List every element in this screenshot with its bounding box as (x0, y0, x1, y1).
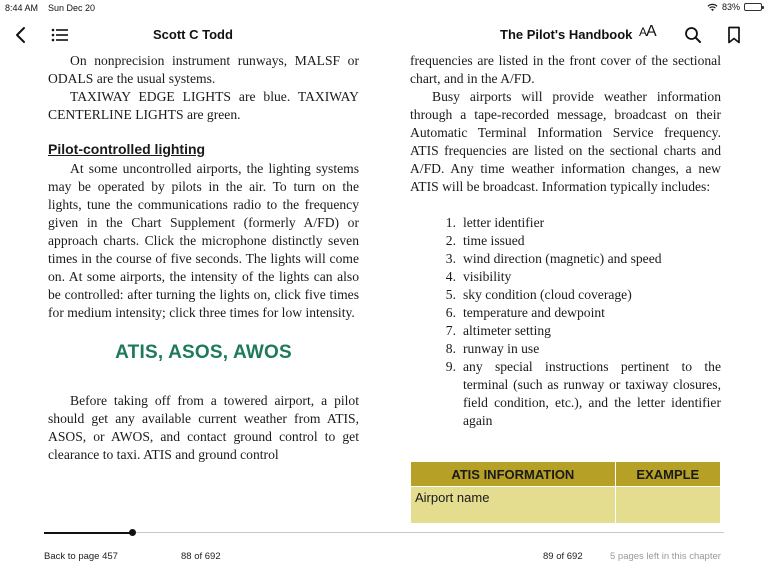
atis-information-table (410, 461, 721, 524)
list-item (410, 214, 721, 232)
list-item (410, 232, 721, 250)
list-item (410, 322, 721, 340)
list-number: 2. (445, 233, 456, 248)
paragraph: TAXIWAY EDGE LIGHTS are blue. TAXIWAY CENTERLINE LIGHTS are green. (48, 89, 359, 122)
section-heading: ATIS, ASOS, AWOS (115, 342, 292, 363)
list-item (410, 286, 721, 304)
status-date: Sun Dec 20 (48, 3, 96, 13)
left-page-text (48, 52, 359, 464)
status-right (707, 2, 762, 12)
list-text: altimeter setting (463, 323, 551, 338)
list-text: time issued (463, 233, 525, 248)
status-bar (0, 0, 768, 16)
paragraph: On nonprecision instrument runways, MALSF or ODALS are the usual systems. (48, 53, 359, 86)
list-text: visibility (463, 269, 512, 284)
search-icon[interactable] (680, 22, 706, 48)
right-page-number: 89 of 692 (543, 551, 583, 562)
list-number: 5. (445, 287, 456, 302)
list-text: sky condition (cloud coverage) (463, 287, 632, 302)
list-number: 7. (445, 323, 456, 338)
page-scrubber[interactable] (44, 532, 724, 533)
list-text: wind direction (magnetic) and speed (463, 251, 662, 266)
table-row (411, 487, 721, 524)
list-number: 3. (445, 251, 456, 266)
font-size-button[interactable] (639, 23, 656, 41)
paragraph: Busy airports will provide weather information through a tape-recorded message, broadcast on their Automatic Terminal Information Service frequency. ATIS frequencies are listed on the sectional charts and A/FD. Any time weather information changes, a new ATIS will be broadcast. Information typically includes: (410, 89, 721, 194)
scrubber-handle[interactable] (129, 529, 136, 536)
chapter-pages-remaining: 5 pages left in this chapter (610, 551, 721, 562)
left-page-number: 88 of 692 (181, 551, 221, 562)
list-item (410, 268, 721, 286)
list-text: letter identifier (463, 215, 545, 230)
right-page-text (410, 52, 721, 430)
list-number: 8. (445, 341, 456, 356)
battery-icon (744, 3, 762, 11)
list-text: any special instructions pertinent to the terminal (such as runway or taxiway closures, field condition, etc.), and the letter identifier again (463, 359, 721, 428)
back-to-page-link[interactable]: Back to page 457 (44, 551, 118, 562)
back-chevron-icon[interactable] (8, 22, 34, 48)
list-number: 9. (445, 359, 456, 374)
font-big-glyph: A (646, 23, 656, 40)
reader-toolbar (0, 18, 768, 52)
author-name: Scott C Todd (153, 27, 233, 42)
bookmark-icon[interactable] (721, 22, 747, 48)
paragraph: frequencies are listed in the front cover of the sectional chart, and in the A/FD. (410, 53, 721, 86)
font-small-glyph: A (639, 25, 647, 39)
list-number: 1. (445, 215, 456, 230)
reading-progress-fill (44, 532, 132, 534)
table-cell (615, 487, 720, 524)
list-number: 4. (445, 269, 456, 284)
list-number: 6. (445, 305, 456, 320)
atis-info-list (410, 214, 721, 430)
battery-percent: 83% (721, 2, 740, 12)
book-title: The Pilot's Handbook (500, 27, 633, 42)
list-item (410, 304, 721, 322)
table-header: ATIS INFORMATION (411, 462, 616, 487)
status-time: 8:44 AM (5, 3, 39, 13)
list-item (410, 250, 721, 268)
paragraph: Before taking off from a towered airport, a pilot should get any available current weather from ATIS, ASOS, or AWOS, and contact ground control to get clearance to taxi. ATIS and ground control (48, 393, 359, 462)
table-cell: Airport name (411, 487, 616, 524)
table-of-contents-icon[interactable] (47, 22, 73, 48)
list-item (410, 340, 721, 358)
paragraph: At some uncontrolled airports, the lighting systems may be operated by pilots in the air. To turn on the lights, tune the communications radio to the frequency given in the Chart Supplement (formerly A/FD) or approach charts. Click the microphone distinctly seven times in the course of five seconds. The lights will come on. At some airports, the intensity of the lights can also be controlled: after turning the lights on, click five times for medium intensity; click three times for low intensity. (48, 161, 359, 320)
list-text: runway in use (463, 341, 540, 356)
section-subheading: Pilot-controlled lighting (48, 141, 206, 157)
table-header: EXAMPLE (615, 462, 720, 487)
list-item (410, 358, 721, 430)
list-text: temperature and dewpoint (463, 305, 605, 320)
wifi-icon (707, 3, 718, 12)
